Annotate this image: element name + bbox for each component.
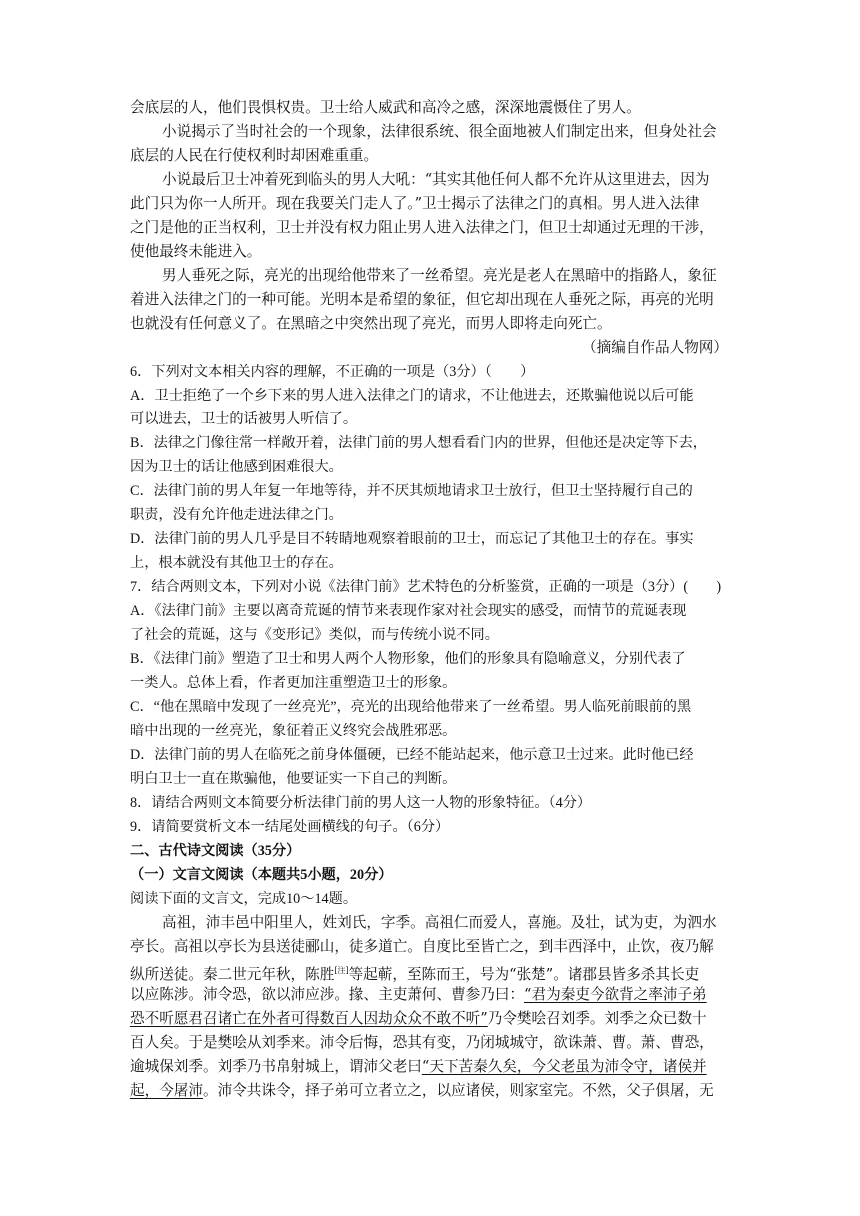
question-7-option-c-cont: 暗中出现的一丝亮光，象征着正义终究会战胜邪恶。: [130, 723, 457, 739]
question-7-option-a-cont: 了社会的荒诞，这与《变形记》类似，而与传统小说不同。: [130, 627, 499, 643]
essay-line: 此门只为你一人所开。现在我要关门走人了。”卫士揭示了法律之门的真相。男人进入法律: [130, 195, 700, 212]
source-citation: （摘编自作品人物网）: [582, 339, 728, 356]
classical-text-line: 高祖，沛丰邑中阳里人，姓刘氏，字季。高祖仁而爱人，喜施。及壮，试为吏，为泗水: [162, 914, 717, 931]
essay-line: 底层的人民在行使权利时却困难重重。: [130, 147, 379, 164]
underlined-sentence: “君为秦吏今欲背之率沛子弟: [524, 986, 707, 1003]
footnote-marker: [注]: [334, 966, 349, 975]
question-6-option-a: A．卫士拒绝了一个乡下来的男人进入法律之门的请求，不让他进去，还欺骗他说以后可能: [130, 388, 694, 404]
question-7-stem: 7．结合两则文本，下列对小说《法律门前》艺术特色的分析鉴赏，正确的一项是（3分）( ): [130, 579, 722, 595]
question-6-stem: 6．下列对文本相关内容的理解，不正确的一项是（3分）（ ）: [130, 364, 535, 380]
text-segment: 。沛令共诛令，择子弟可立者立之，以应诸侯，则家室完。不然，父子俱屠，无: [202, 1082, 714, 1099]
text-segment: 逾城保刘季。刘季乃书帛射城上，谓沛父老曰: [130, 1058, 422, 1075]
classical-text-line: [130, 1080, 730, 1102]
essay-line: 会底层的人，他们畏惧权贵。卫士给人威武和高冷之感，深深地震慑住了男人。: [130, 99, 641, 116]
classical-text-line: 亭长。高祖以亭长为县送徒郦山，徒多道亡。自度比至皆亡之，到丰西泽中，止饮，夜乃解: [130, 938, 714, 955]
question-6-option-b: B．法律之门像往常一样敞开着，法律门前的男人想看看门内的世界，但他还是决定等下去，: [130, 435, 707, 451]
text-segment: 乃令樊哙召刘季。刘季之众已数十: [487, 1010, 707, 1027]
essay-line: 也就没有任何意义了。在黑暗之中突然出现了亮光，而男人即将走向死亡。: [130, 315, 612, 332]
question-7-option-b-cont: 一类人。总体上看，作者更加注重塑造卫士的形象。: [130, 675, 457, 691]
underlined-sentence: 起，今屠沛: [130, 1082, 203, 1099]
classical-text-line: [130, 1008, 730, 1030]
classical-text-line: [130, 960, 730, 986]
question-7-option-d-cont: 明白卫士一直在欺骗他，他要证实一下自己的判断。: [130, 771, 457, 787]
underlined-sentence: 恐不听愿君召诸亡在外者可得数百人因劫众众不敢不听”: [130, 1010, 488, 1027]
question-6-option-c-cont: 职责，没有允许他走进法律之门。: [130, 507, 343, 523]
question-7-option-b: B．《法律门前》塑造了卫士和男人两个人物形象，他们的形象具有隐喻意义，分别代表了: [130, 651, 686, 667]
section-heading: 二、古代诗文阅读（35分）: [130, 843, 301, 859]
question-8: 8．请结合两则文本简要分析法律门前的男人这一人物的形象特征。（4分）: [130, 795, 592, 811]
essay-line: 着进入法律之门的一种可能。光明本是希望的象征，但它却出现在人垂死之际，再亮的光明: [130, 291, 714, 308]
question-6-option-b-cont: 因为卫士的话让他感到困难很大。: [130, 459, 343, 475]
text-segment: 以应陈涉。沛令恐，欲以沛应涉。掾、主吏萧何、曹参乃曰：: [130, 986, 525, 1003]
classical-text-line: [130, 1056, 730, 1078]
question-6-option-c: C．法律门前的男人年复一年地等待，并不厌其烦地请求卫士放行，但卫士坚持履行自己的: [130, 483, 693, 499]
question-7-option-c: C．“他在黑暗中发现了一丝亮光”，亮光的出现给他带来了一丝希望。男人临死前眼前的黑: [130, 699, 692, 715]
question-9: 9．请简要赏析文本一结尾处画横线的句子。（6分）: [130, 819, 450, 835]
question-6-option-d-cont: 上，根本就没有其他卫士的存在。: [130, 555, 343, 571]
essay-line: 之门是他的正当权利，卫士并没有权力阻止男人进入法律之门，但卫士却通过无理的干涉，: [130, 219, 714, 236]
essay-line: 小说最后卫士冲着死到临头的男人大吼：“其实其他任何人都不允许从这里进去，因为: [162, 171, 710, 188]
classical-text-line: 百人矣。于是樊哙从刘季来。沛令后悔，恐其有变，乃闭城城守，欲诛萧、曹。萧、曹恐，: [130, 1034, 714, 1051]
underlined-sentence: “天下苦秦久矣，今父老虽为沛令守，诸侯并: [421, 1058, 707, 1075]
text-segment: 等起蕲，至陈而王，号为“张楚”。诸郡县皆多杀其长吏: [348, 966, 700, 983]
reading-instruction: 阅读下面的文言文，完成10～14题。: [130, 891, 358, 907]
essay-line: 使他最终未能进入。: [130, 243, 262, 260]
question-7-option-a: A．《法律门前》主要以离奇荒诞的情节来表现作家对社会现实的感受，而情节的荒诞表现: [130, 603, 687, 619]
classical-text-line: [130, 984, 730, 1006]
essay-line: 男人垂死之际，亮光的出现给他带来了一丝希望。亮光是老人在黑暗中的指路人，象征: [162, 267, 717, 284]
question-7-option-d: D．法律门前的男人在临死之前身体僵硬，已经不能站起来，他示意卫士过来。此时他已经: [130, 747, 694, 763]
essay-line: 小说揭示了当时社会的一个现象，法律很系统、很全面地被人们制定出来，但身处社会: [162, 123, 717, 140]
subsection-heading: （一）文言文阅读（本题共5小题，20分）: [130, 867, 393, 883]
question-6-option-a-cont: 可以进去，卫士的话被男人听信了。: [130, 411, 358, 427]
text-segment: 纵所送徒。秦二世元年秋，陈胜: [130, 966, 335, 983]
question-6-option-d: D．法律门前的男人几乎是目不转睛地观察着眼前的卫士，而忘记了其他卫士的存在。事实: [130, 531, 694, 547]
